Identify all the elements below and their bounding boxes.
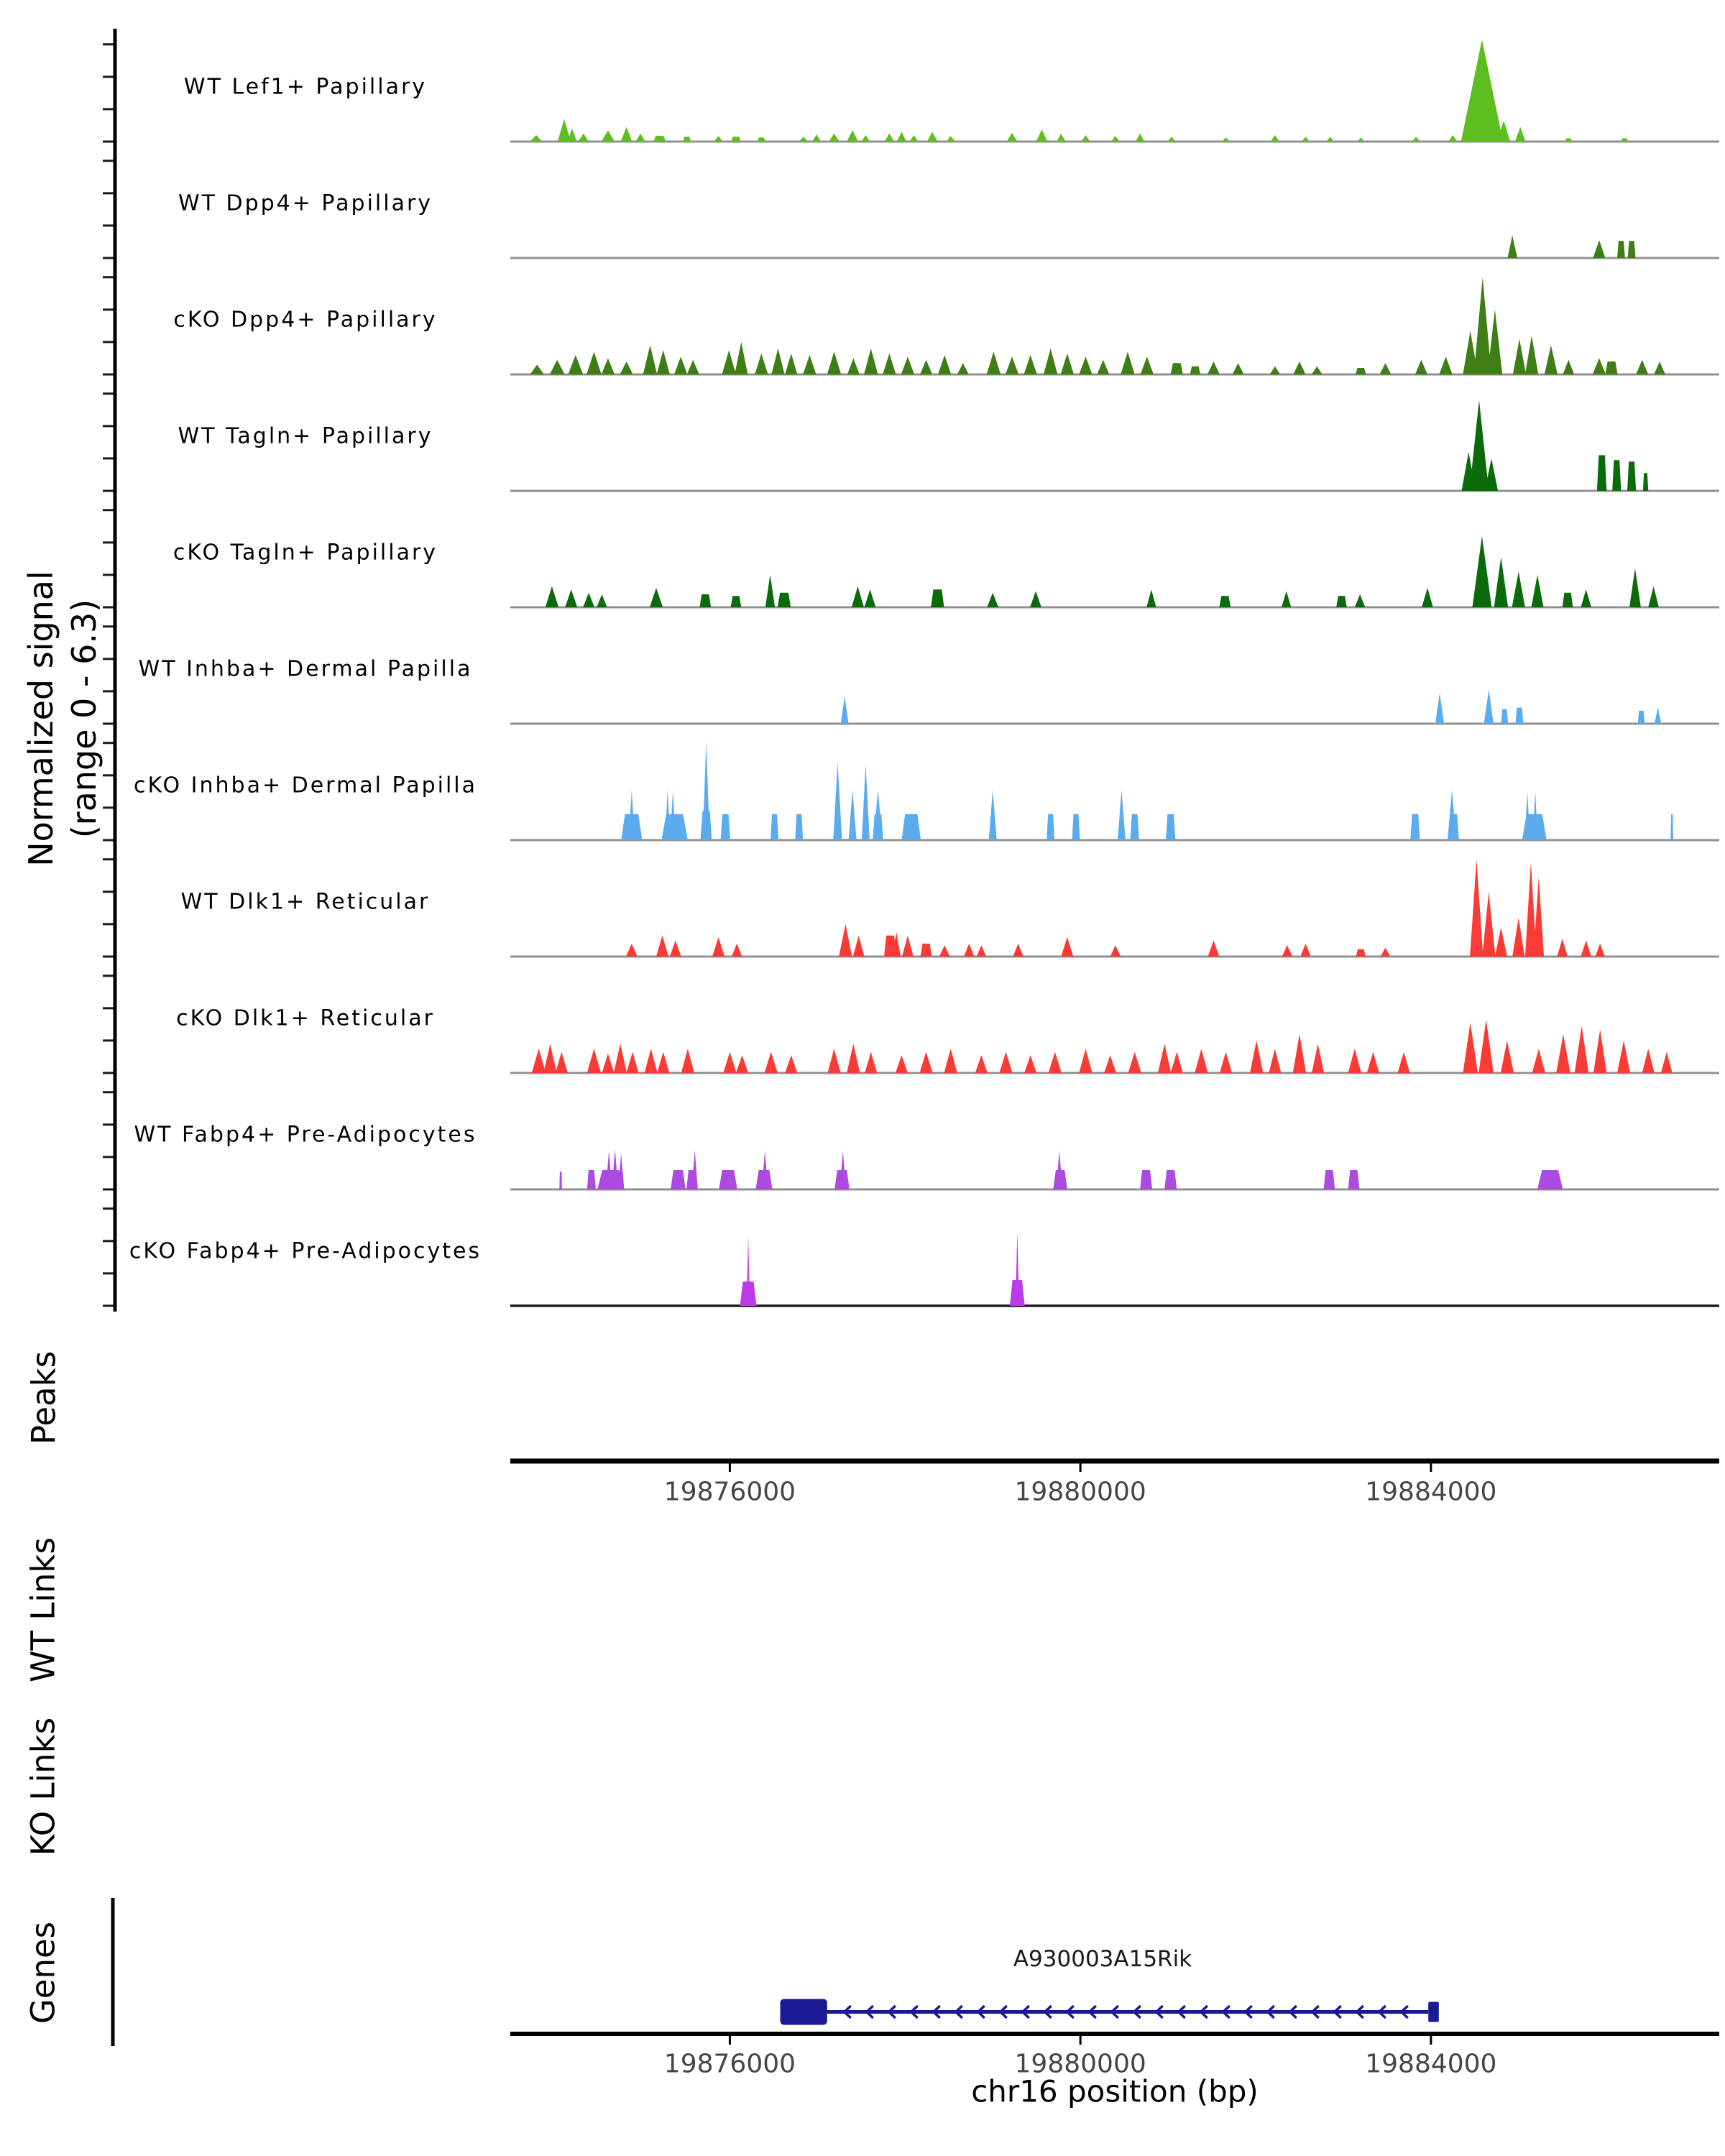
x-axis-tick-label: 19876000 [663,2049,796,2079]
signal-area [532,1020,1673,1073]
section-label-genes: Genes [24,1921,63,2024]
track-label: WT Lef1+ Papillary [183,74,428,100]
signal-area [1462,400,1649,491]
x-axis-tick-label: 19884000 [1365,1477,1497,1507]
x-axis-tick-label: 19884000 [1365,2049,1497,2079]
x-axis-tick-label: 19880000 [1014,1477,1146,1507]
section-label-peaks: Peaks [24,1350,63,1445]
track-label: WT Dlk1+ Reticular [180,889,431,915]
gene-name-label: A930003A15Rik [1013,1946,1192,1972]
track-label: cKO Dlk1+ Reticular [176,1005,435,1031]
x-axis-tick-label: 19880000 [1014,2049,1146,2079]
track-label: WT Dpp4+ Papillary [178,190,433,216]
signal-area [530,40,1628,142]
track-label: WT Fabp4+ Pre-Adipocytes [134,1122,477,1148]
signal-area [626,860,1605,957]
track-label: cKO Fabp4+ Pre-Adipocytes [129,1238,482,1264]
signal-area [1508,235,1636,258]
signal-area [559,1149,1563,1189]
section-label-ko-links: KO Links [24,1717,63,1856]
y-axis-label-line2: (range 0 - 6.3) [65,599,104,839]
signal-area [530,277,1665,374]
signal-area [841,690,1662,724]
y-axis-label-line1: Normalized signal [22,571,61,867]
signal-area [546,536,1659,607]
y-axis-label [20,571,106,867]
signal-area [621,742,1673,841]
gene-exon [1428,2002,1439,2022]
gene-exon [781,1999,827,2025]
track-label: cKO Inhba+ Dermal Papilla [133,773,478,798]
track-label: cKO Dpp4+ Papillary [173,307,438,333]
x-axis-tick-label: 19876000 [663,1477,796,1507]
track-label: WT Inhba+ Dermal Papilla [138,656,473,682]
track-label: WT Tagln+ Papillary [178,423,433,449]
x-axis-title: chr16 position (bp) [971,2073,1259,2109]
track-label: cKO Tagln+ Papillary [172,540,438,566]
signal-area [740,1231,1025,1306]
section-label-wt-links: WT Links [24,1537,63,1682]
